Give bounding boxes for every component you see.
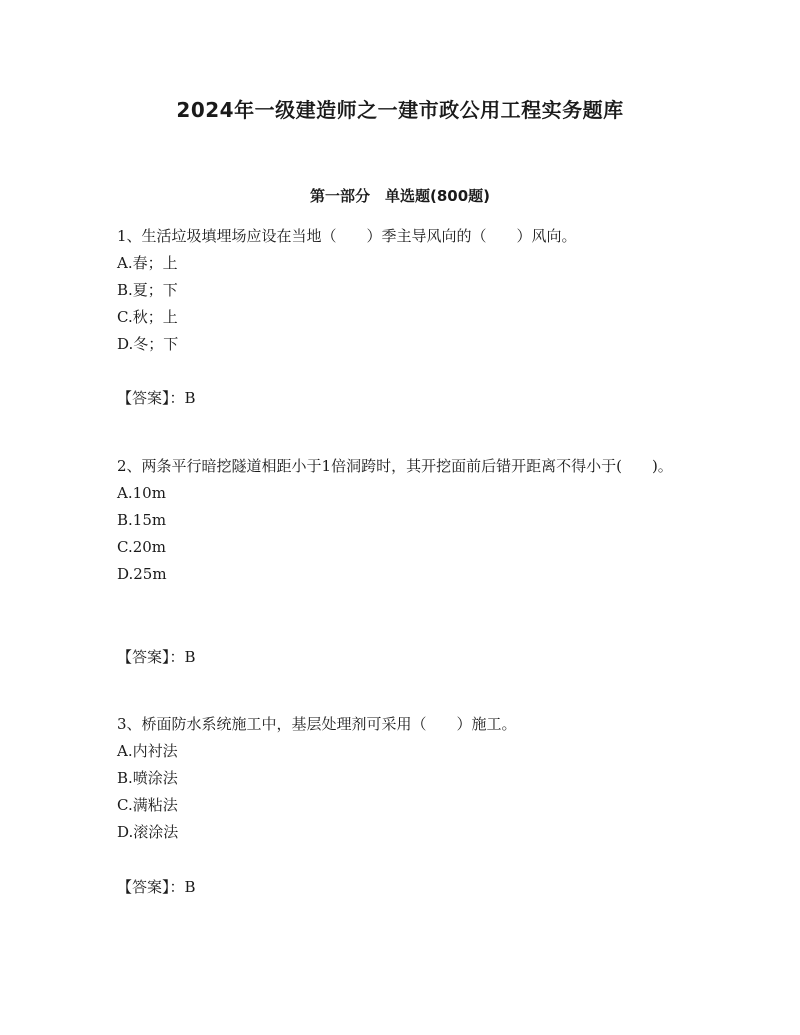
question-text: 2、两条平行暗挖隧道相距小于1倍洞跨时，其开挖面前后错开距离不得小于( )。 [117,457,673,475]
answer-3: 【答案】：B [117,878,196,896]
option-b: B.夏；下 [117,281,178,299]
option-c: C.满粘法 [117,796,178,814]
option-a: A.内衬法 [117,742,178,760]
option-c: C.秋；上 [117,308,178,326]
option-d: D.滚涂法 [117,823,179,841]
option-b: B.15m [117,511,167,529]
question-text: 3、桥面防水系统施工中，基层处理剂可采用（ ）施工。 [117,715,517,733]
answer-2: 【答案】：B [117,648,196,666]
option-d: D.冬；下 [117,335,179,353]
question-3 [117,711,687,846]
question-text: 1、生活垃圾填埋场应设在当地（ ）季主导风向的（ ）风向。 [117,227,577,245]
option-b: B.喷涂法 [117,769,178,787]
question-2 [117,453,687,588]
option-d: D.25m [117,565,167,583]
question-1 [117,223,687,358]
document-title: 2024年一级建造师之一建市政公用工程实务题库 [176,98,624,122]
section-title: 第一部分 单选题(800题) [309,187,491,205]
option-c: C.20m [117,538,167,556]
option-a: A.春；上 [117,254,178,272]
answer-1: 【答案】：B [117,389,196,407]
option-a: A.10m [117,484,166,502]
